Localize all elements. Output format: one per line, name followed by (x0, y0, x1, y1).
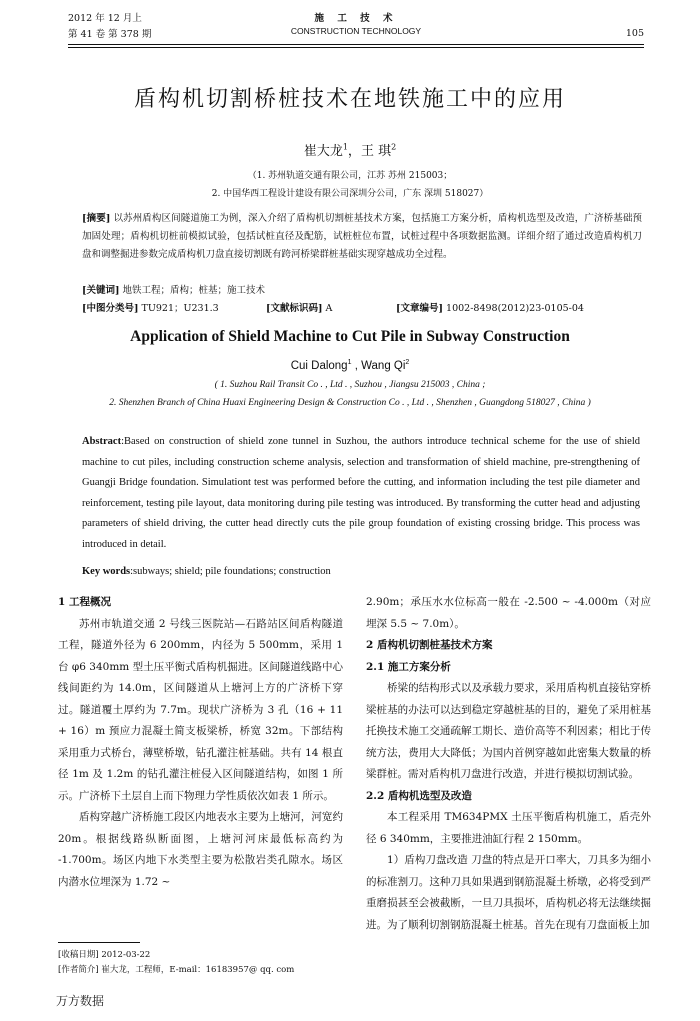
body-paragraph: 本工程采用 TM634PMX 土压平衡盾构机施工，盾壳外径 6 340mm，主要推进油缸行程 2 150mm。 (366, 811, 651, 845)
keywords-en: Key words:subways; shield; pile foundations; construction (82, 566, 331, 577)
article-id-label: [文章编号] (396, 303, 443, 314)
subsection-heading: 2.1 施工方案分析 (366, 660, 451, 673)
footnote-rule (58, 942, 140, 943)
section-heading: 1 工程概况 (58, 596, 111, 608)
author-separator: ， (347, 144, 361, 159)
keywords-cn-label: [关键词] (82, 285, 120, 296)
affiliation-en-1: ( 1. Suzhou Rail Transit Co . , Ltd . , Suzhou , Jiangsu 215003 , China ; (214, 380, 486, 390)
affiliation-en-2: 2. Shenzhen Branch of China Huaxi Engineering Design & Construction Co . , Ltd . , Shenzhen , Guangdong 518027 , China ) (109, 398, 591, 408)
journal-name-en: CONSTRUCTION TECHNOLOGY (290, 26, 422, 36)
doc-code (266, 300, 332, 314)
abstract-en-text: Based on construction of shield zone tunnel in Suzhou, the authors introduce technical scheme for the use of shield machine to cut piles, including construction scheme analysis, selection and transformation of shield machine, pre-strengthening of Guangji Bridge foundation. Simulationt test was performed before the cutting, and information including the test pile diameter and reinforcement, testing pile layout, data monitoring during pile testing was introduced. By transforming the cutter head and adjusting parameters of shield driving, the cutter head directly cuts the pile group foundation of existing crossing bridge. This process was introduced in detail. (82, 436, 640, 550)
affiliation-cn-2: 2. 中国华西工程设计建设有限公司深圳分公司，广东 深圳 518027） (211, 189, 489, 199)
abstract-en: Abstract:Based on construction of shield zone tunnel in Suzhou, the authors introduce technical scheme for the use of shield machine to cut piles, including construction scheme analysis, selection and transformation of shield machine, pre-strengthening of Guangji Bridge foundation. Simulationt test was performed before the cutting, and information including the test pile diameter and reinforcement, testing pile layout, data monitoring during pile testing was introduced. By transforming the cutter head and adjusting parameters of shield driving, the cutter head directly cuts the pile group foundation of existing crossing bridge. This process was introduced in detail. (82, 436, 640, 550)
page-number: 105 (625, 28, 644, 39)
authors-en (0, 359, 700, 372)
body-paragraph: 苏州市轨道交通 2 号线三医院站—石路站区间盾构隧道工程，隧道外径为 6 200mm，内径为 5 500mm，采用 1 台 φ6 340mm 型土压平衡式盾构机掘进。区间隧道线路中心线间距约为 14.0m，区间隧道从上塘河上方的广济桥下穿过。隧道覆土厚约为 7.7m。现状广济桥为 3 孔（16 + 11 + 16）m 预应力混凝土简支板梁桥，桥宽 32m。下部结构采用重力式桥台，薄壁桥墩，钻孔灌注桩基础。共有 14 根直径 1m 及 1.2m 的钻孔灌注桩侵入区间隧道结构，如图 1 所示。广济桥下土层自上而下物理力学性质依次如表 1 所示。 (58, 617, 343, 802)
body-paragraph-continued: 2.90m；承压水水位标高一般在 -2.500 ~ -4.000m（对应埋深 5.5 ~ 7.0m）。 (366, 596, 651, 630)
abstract-cn-label: [摘要] (82, 213, 111, 224)
keywords-cn (82, 282, 642, 300)
abstract-cn-text: 以苏州盾构区间隧道施工为例，深入介绍了盾构机切割桩基技术方案，包括施工方案分析，盾构机选型及改造，广济桥基础预加固处理；盾构机切桩前模拟试验，包括试桩直径及配筋，试桩桩位布置，试桩过程中各项数据监测。详细介绍了通过改造盾构机刀盘和调整掘进参数完成盾构机刀盘直接切割既有跨河桥梁群桩基础实现穿越成功全过程。 (82, 213, 642, 260)
author-affiliation-mark: 2 (405, 359, 410, 366)
journal-name-cn: 施 工 技 术 (314, 13, 398, 24)
header-rule-thin (68, 47, 644, 48)
doc-code-value: A (325, 303, 333, 314)
author-affiliation-mark: 2 (391, 142, 397, 152)
watermark: 万方数据 (56, 994, 105, 1008)
keywords-en-label: Key words (82, 566, 131, 577)
author-separator: , (351, 359, 362, 372)
author-name: 崔大龙 (303, 144, 343, 159)
keywords-cn-text: 地铁工程；盾构；桩基；施工技术 (122, 285, 266, 296)
author-affiliation-mark: 1 (347, 359, 352, 366)
keywords-en-text: subways; shield; pile foundations; construction (133, 566, 331, 577)
classification-row (82, 300, 219, 314)
author-affiliation-mark: 1 (342, 142, 348, 152)
body-paragraph: 桥梁的结构形式以及承载力要求，采用盾构机直接钻穿桥梁桩基的办法可以达到稳定穿越桩基的目的，避免了采用桩基托换技术施工交通疏解工期长、造价高等不利因素；相比于传统方法，费用大大降低；为国内首例穿越如此密集大数量的桥梁群桩。需对盾构机刀盘进行改造，并进行模拟切割试验。 (366, 682, 651, 780)
issue-date: 2012 年 12 月上 (68, 13, 142, 24)
abstract-cn (82, 210, 642, 264)
article-id-value: 1002-8498(2012)23-0105-04 (446, 303, 584, 314)
issue-volume: 第 41 卷 第 378 期 (68, 29, 152, 40)
footnote-author-bio: [作者简介] 崔大龙，工程师，E-mail：16183957@ qq. com (58, 965, 295, 975)
author-name: Cui Dalong (290, 359, 348, 372)
author-name: 王 琪 (360, 144, 392, 159)
header-rule-thick (68, 44, 644, 45)
section-heading: 2 盾构机切割桩基技术方案 (366, 639, 493, 651)
affiliation-cn-1: （1. 苏州轨道交通有限公司，江苏 苏州 215003； (247, 171, 453, 181)
body-paragraph: 1）盾构刀盘改造 刀盘的特点是开口率大，刀具多为细小的标准割刀。这种刀具如果遇到钢筋混凝土桥墩，必将受到严重磨损甚至会被截断，一旦刀具损坏，盾构机必将无法继续掘进。为了顺利切割钢筋混凝土桩基。首先在现有刀盘面板上加 (366, 854, 651, 931)
clc-label: [中图分类号] (82, 303, 139, 314)
footnote-received: [收稿日期] 2012-03-22 (58, 950, 151, 960)
running-header (68, 10, 644, 54)
subsection-heading: 2.2 盾构机选型及改造 (366, 789, 472, 802)
paper-title-cn: 盾构机切割桥桩技术在地铁施工中的应用 (133, 87, 566, 112)
abstract-en-label: Abstract (82, 436, 122, 447)
clc-value: TU921；U231.3 (141, 303, 219, 314)
body-paragraph: 盾构穿越广济桥施工段区内地表水主要为上塘河，河宽约 20m。根据线路纵断面图，上塘河河床最低标高约为 -1.700m。场区内地下水类型主要为松散岩类孔隙水。场区内潜水位埋深为 1.72 ~ (58, 811, 343, 888)
author-name: Wang Qi (361, 359, 406, 372)
authors-cn (0, 140, 700, 159)
body-column-left (58, 592, 343, 893)
paper-title-en: Application of Shield Machine to Cut Pile in Subway Construction (130, 328, 570, 345)
article-id (396, 300, 584, 314)
doc-code-label: [文献标识码] (266, 303, 323, 314)
body-column-right (366, 592, 651, 936)
